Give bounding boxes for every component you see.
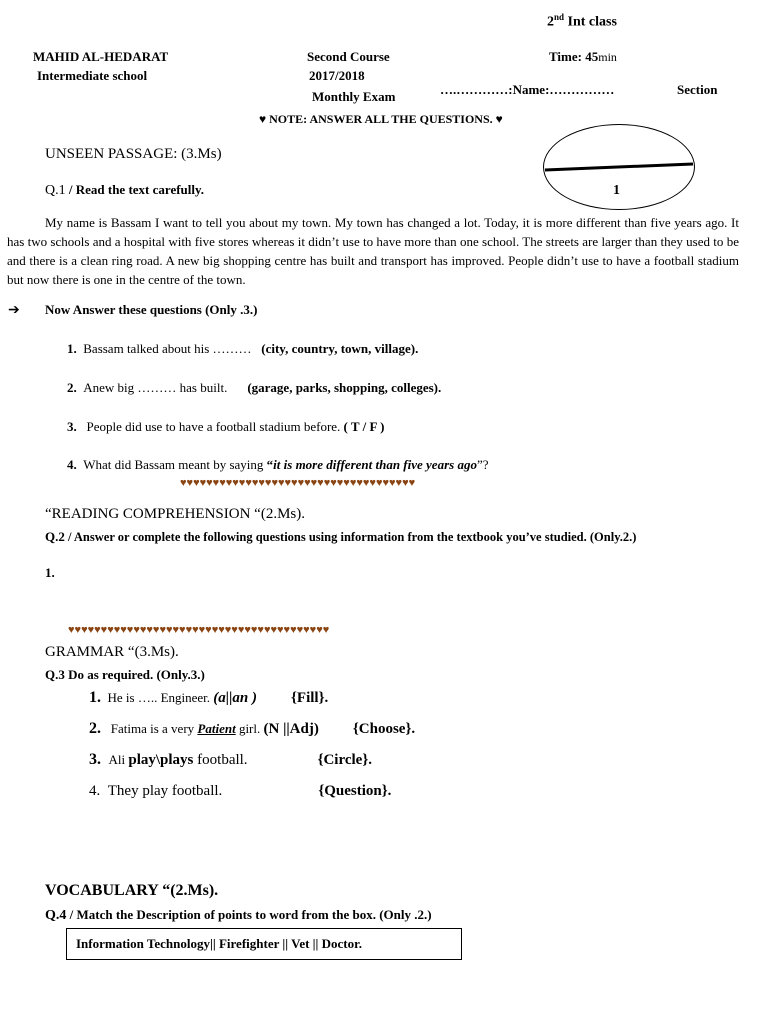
item-text: They play football. bbox=[107, 783, 223, 799]
item-options: (a||an ) bbox=[213, 690, 257, 706]
word-box: Information Technology|| Firefighter || Vet || Doctor. bbox=[66, 928, 462, 960]
school-name: MAHID AL-HEDARAT bbox=[33, 49, 169, 64]
question-number: 3. bbox=[67, 419, 77, 434]
item-options: play\plays bbox=[128, 752, 194, 768]
item-text-post: girl. bbox=[235, 721, 264, 736]
item-instruction: {Circle}. bbox=[317, 752, 373, 768]
reading-title: “READING COMPREHENSION “(2.Ms). bbox=[45, 506, 305, 522]
item-text-post: football. bbox=[193, 752, 248, 768]
item-options: (N ||Adj) bbox=[263, 721, 319, 737]
course: Second Course bbox=[307, 49, 390, 64]
time-unit: min bbox=[598, 50, 617, 64]
item-word: Patient bbox=[197, 721, 236, 736]
q2-heading bbox=[45, 529, 636, 545]
question-hint: ( T / F ) bbox=[343, 419, 385, 434]
time-label: Time: 45 bbox=[549, 49, 599, 64]
score-divider-line bbox=[543, 155, 695, 175]
grammar-item-1 bbox=[89, 689, 328, 707]
item-text: Ali bbox=[108, 752, 129, 767]
grammar-item-3 bbox=[89, 751, 372, 769]
passage: My name is Bassam I want to tell you about my town. My town has changed a lot. Today, it is more different than five years ago. It has two schools and a hospital with five stores whereas it didn’t use to have more than one school. The streets are larger than they used to be and there is a clean ring road. A new big shopping centre has built and transport has improved. People didn’t use to have a football stadium but now there is one in the centre of the town. bbox=[7, 215, 739, 287]
year: 2017/2018 bbox=[309, 68, 365, 83]
exam-type: Monthly Exam bbox=[312, 89, 396, 104]
heart-divider: ♥♥♥♥♥♥♥♥♥♥♥♥♥♥♥♥♥♥♥♥♥♥♥♥♥♥♥♥♥♥♥♥♥♥♥♥ bbox=[180, 477, 416, 489]
item-number: 2. bbox=[89, 720, 101, 737]
grammar-title: GRAMMAR “(3.Ms). bbox=[45, 644, 179, 660]
item-instruction: {Question}. bbox=[318, 783, 392, 799]
question-hint: (city, country, town, village). bbox=[261, 341, 419, 356]
question-hint: (garage, parks, shopping, colleges). bbox=[247, 380, 442, 395]
grammar-item-4 bbox=[89, 783, 391, 800]
vocabulary-title: VOCABULARY “(2.Ms). bbox=[45, 882, 219, 899]
question-number: 1. bbox=[67, 341, 77, 356]
class-title bbox=[547, 12, 617, 31]
question-quote: it is more different than five years ago bbox=[273, 457, 477, 472]
q4-text: / Match the Description of points to word from the box. (Only .2.) bbox=[66, 907, 432, 922]
class-number: 2 bbox=[547, 14, 554, 30]
section-field: Section bbox=[677, 82, 718, 97]
question-4 bbox=[67, 457, 489, 473]
question-1 bbox=[67, 341, 418, 357]
item-number: 4. bbox=[89, 783, 101, 799]
item-text: He is ….. Engineer. bbox=[107, 690, 214, 705]
question-number: 4. bbox=[67, 457, 77, 472]
q2-number: Q.2 bbox=[45, 529, 65, 544]
score-value: 1 bbox=[613, 183, 620, 198]
answer-arrow: ➔ bbox=[8, 303, 20, 318]
class-superscript: nd bbox=[554, 12, 565, 22]
note: ♥ NOTE: ANSWER ALL THE QUESTIONS. ♥ bbox=[259, 112, 503, 126]
item-number: 3. bbox=[89, 751, 101, 768]
q1-heading bbox=[45, 182, 204, 199]
answer-prompt: Now Answer these questions (Only .3.) bbox=[45, 302, 258, 317]
grammar-item-2 bbox=[89, 720, 415, 738]
quote-close: ”? bbox=[476, 457, 489, 472]
name-field: ….…………:Name:…………… bbox=[440, 82, 615, 97]
reading-item-1: 1. bbox=[45, 565, 55, 580]
unseen-title: UNSEEN PASSAGE: (3.Ms) bbox=[45, 146, 222, 162]
item-instruction: {Fill}. bbox=[291, 690, 329, 706]
question-3 bbox=[67, 419, 384, 435]
item-text: Fatima is a very bbox=[110, 721, 198, 736]
quote-open: “ bbox=[266, 457, 274, 472]
question-text: Anew big ……… has built. bbox=[83, 380, 228, 395]
item-number: 1. bbox=[89, 689, 101, 706]
question-number: 2. bbox=[67, 380, 77, 395]
q3-heading: Q.3 Do as required. (Only.3.) bbox=[45, 667, 205, 682]
q4-number: Q.4 bbox=[45, 908, 67, 923]
question-text: Bassam talked about his ……… bbox=[83, 341, 252, 356]
question-text: What did Bassam meant by saying bbox=[83, 457, 267, 472]
question-2 bbox=[67, 380, 441, 396]
q1-text: / Read the text carefully. bbox=[65, 182, 205, 197]
q2-text: / Answer or complete the following questions using information from the textbook you’ve studied. (Only.2.) bbox=[64, 530, 637, 544]
item-instruction: {Choose}. bbox=[352, 721, 416, 737]
time-limit bbox=[549, 49, 617, 65]
school-type: Intermediate school bbox=[37, 68, 148, 83]
q1-number: Q.1 bbox=[45, 183, 66, 198]
heart-divider: ♥♥♥♥♥♥♥♥♥♥♥♥♥♥♥♥♥♥♥♥♥♥♥♥♥♥♥♥♥♥♥♥♥♥♥♥♥♥♥♥ bbox=[68, 624, 330, 636]
q4-heading bbox=[45, 907, 432, 924]
class-label: Int class bbox=[564, 14, 617, 30]
question-text: People did use to have a football stadium before. bbox=[86, 419, 341, 434]
